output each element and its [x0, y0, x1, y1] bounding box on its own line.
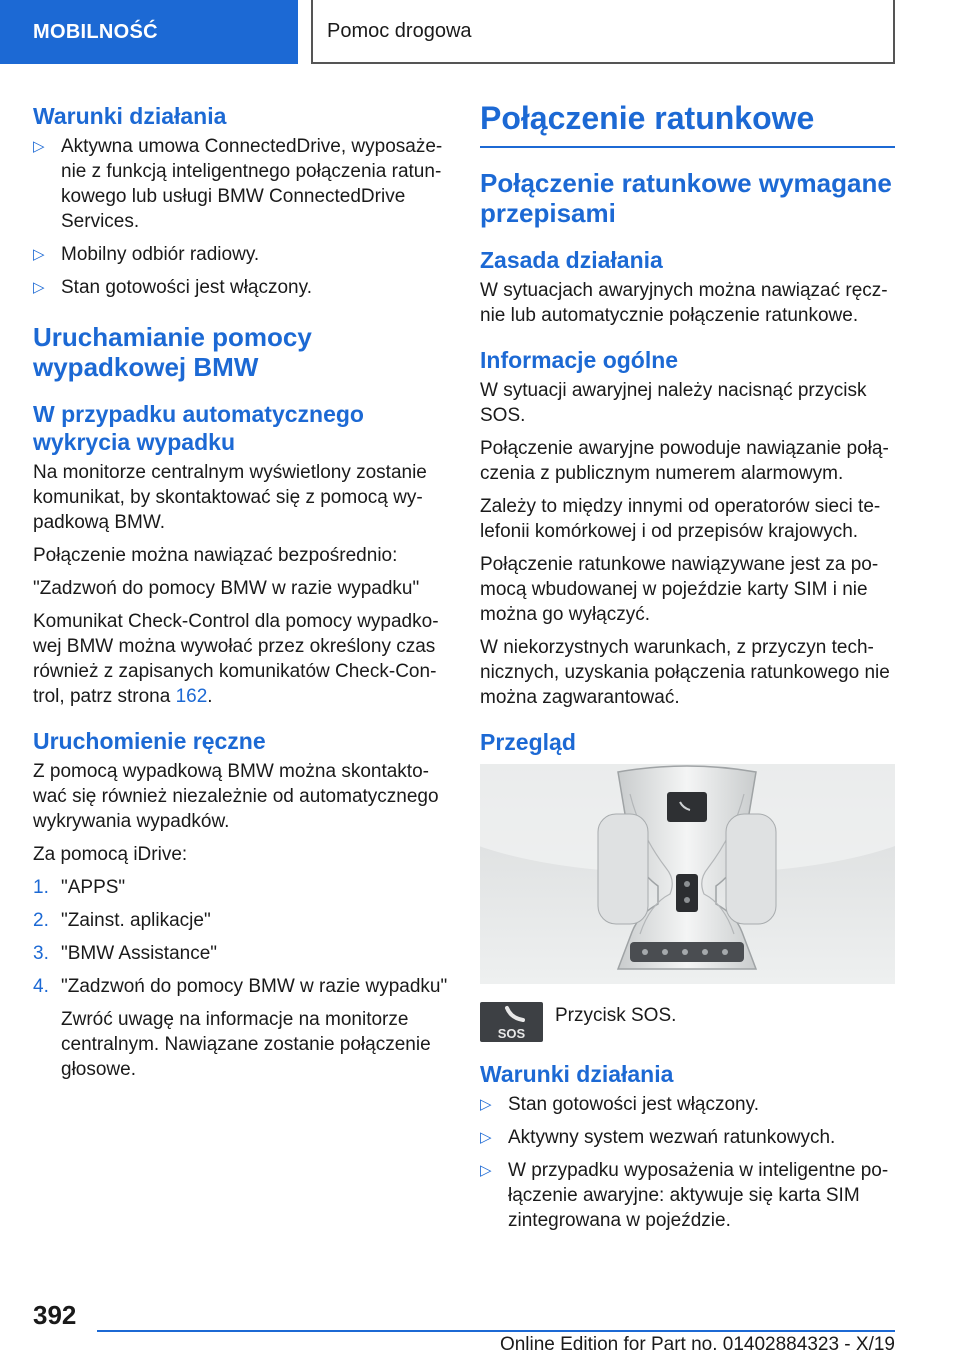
paragraph: Połączenie awaryjne powoduje nawiązanie połączenia z publicznym numerem alarmowym.	[480, 438, 889, 484]
section-tab	[0, 0, 298, 64]
paragraph: "Zadzwoń do pomocy BMW w razie wypadku"	[33, 578, 420, 599]
right-column	[480, 98, 895, 1241]
conditions-heading: Warunki działania	[480, 1061, 674, 1087]
paragraph: Komunikat Check-Control dla pomocy wypadkowej BMW można wywołać przez określony czas również z zapisanych komunikatów Check-Control, patrz strona 162.	[33, 611, 439, 707]
step-number: 1.	[33, 877, 49, 898]
principle-heading: Zasada działania	[480, 247, 663, 273]
paragraph: W sytuacjach awaryjnych można nawiązać ręcznie lub automatycznie połączenie ratunkowe.	[480, 280, 888, 326]
step-note: Zwróć uwagę na informacje na monitorze centralnym. Nawiązane zostanie połączenie głosowe.	[61, 1009, 431, 1080]
list-item: ▷ W przypadku wyposażenia w inteligentne połączenie awaryjne: aktywuje się karta SIM zintegrowana w pojeździe.	[480, 1160, 889, 1231]
step-number: 2.	[33, 910, 49, 931]
steps-list	[33, 875, 449, 1082]
section-title: MOBILNOŚĆ	[33, 20, 158, 43]
paragraph: Połączenie ratunkowe nawiązywane jest za pomocą wbudowanej w pojeździe karty SIM i nie można go wyłączyć.	[480, 554, 879, 625]
step-number: 3.	[33, 943, 49, 964]
chapter-title: Pomoc drogowa	[327, 19, 472, 42]
footer-divider	[97, 1330, 895, 1332]
chapter-tab	[311, 0, 895, 64]
list-item: ▷ Stan gotowości jest włączony.	[33, 277, 312, 298]
triangle-bullet-icon: ▷	[33, 246, 45, 263]
conditions-heading: Warunki działania	[33, 103, 227, 129]
list-item: ▷ Mobilny odbiór radiowy.	[33, 244, 260, 265]
manual-launch-heading: Uruchomienie ręczne	[33, 728, 266, 754]
paragraph: Za pomocą iDrive:	[33, 844, 188, 865]
sos-label: SOS	[497, 1026, 526, 1041]
triangle-bullet-icon: ▷	[33, 138, 45, 155]
general-info-heading: Informacje ogólne	[480, 347, 679, 373]
sos-caption: Przycisk SOS.	[555, 1005, 677, 1026]
overview-heading: Przegląd	[480, 729, 576, 755]
edition-note: Online Edition for Part no. 01402884323 - X/19	[499, 1334, 895, 1355]
paragraph: Na monitorze centralnym wyświetlony zostanie komunikat, by skontaktować się z pomocą wypadkową BMW.	[33, 462, 427, 533]
mandatory-emergency-call-heading: Połączenie ratunkowe wymagane przepisami	[480, 168, 892, 228]
sos-key-row	[480, 1002, 895, 1042]
triangle-bullet-icon: ▷	[480, 1162, 492, 1179]
conditions-list	[480, 1092, 895, 1233]
paragraph: Połączenie można nawiązać bezpośrednio:	[33, 545, 398, 566]
launch-assistance-heading: Uruchamianie pomocy wypadkowej BMW	[33, 322, 312, 382]
paragraph: W niekorzystnych warunkach, z przyczyn technicznych, uzyskania połączenia ratunkowego nie można zagwarantować.	[480, 637, 890, 708]
conditions-list	[33, 134, 449, 300]
triangle-bullet-icon: ▷	[480, 1129, 492, 1146]
list-item: ▷ Aktywny system wezwań ratunkowych.	[480, 1127, 836, 1148]
left-column	[33, 98, 449, 1090]
triangle-bullet-icon: ▷	[33, 279, 45, 296]
emergency-call-title: Połączenie ratunkowe	[480, 98, 895, 148]
list-item: 4. "Zadzwoń do pomocy BMW w razie wypadku" Zwróć uwagę na informacje na monitorze centralnym. Nawiązane zostanie połączenie głosowe.	[33, 976, 448, 1080]
page-link[interactable]: 162	[175, 686, 208, 707]
step-number: 4.	[33, 976, 49, 997]
paragraph: Zależy to między innymi od operatorów sieci telefonii komórkowej i od przepisów krajowych.	[480, 496, 881, 542]
list-item: 3. "BMW Assistance"	[33, 943, 218, 964]
auto-detection-heading: W przypadku automatycznego wykrycia wypadku	[33, 401, 364, 455]
list-item: 2. "Zainst. aplikacje"	[33, 910, 211, 931]
paragraph: Z pomocą wypadkową BMW można skontaktować się również niezależnie od automatycznego wykrywania wypadków.	[33, 761, 439, 832]
paragraph: W sytuacji awaryjnej należy nacisnąć przycisk SOS.	[480, 380, 867, 426]
list-item: ▷ Stan gotowości jest włączony.	[480, 1094, 759, 1115]
roof-console-photo	[480, 764, 895, 984]
sos-button-icon	[480, 1002, 543, 1042]
list-item: ▷ Aktywna umowa ConnectedDrive, wyposażenie z funkcją inteligentnego połączenia ratunkowego lub usługi BMW ConnectedDrive Services.	[33, 136, 443, 232]
page-number: 392	[33, 1300, 77, 1330]
triangle-bullet-icon: ▷	[480, 1096, 492, 1113]
list-item: 1. "APPS"	[33, 877, 126, 898]
